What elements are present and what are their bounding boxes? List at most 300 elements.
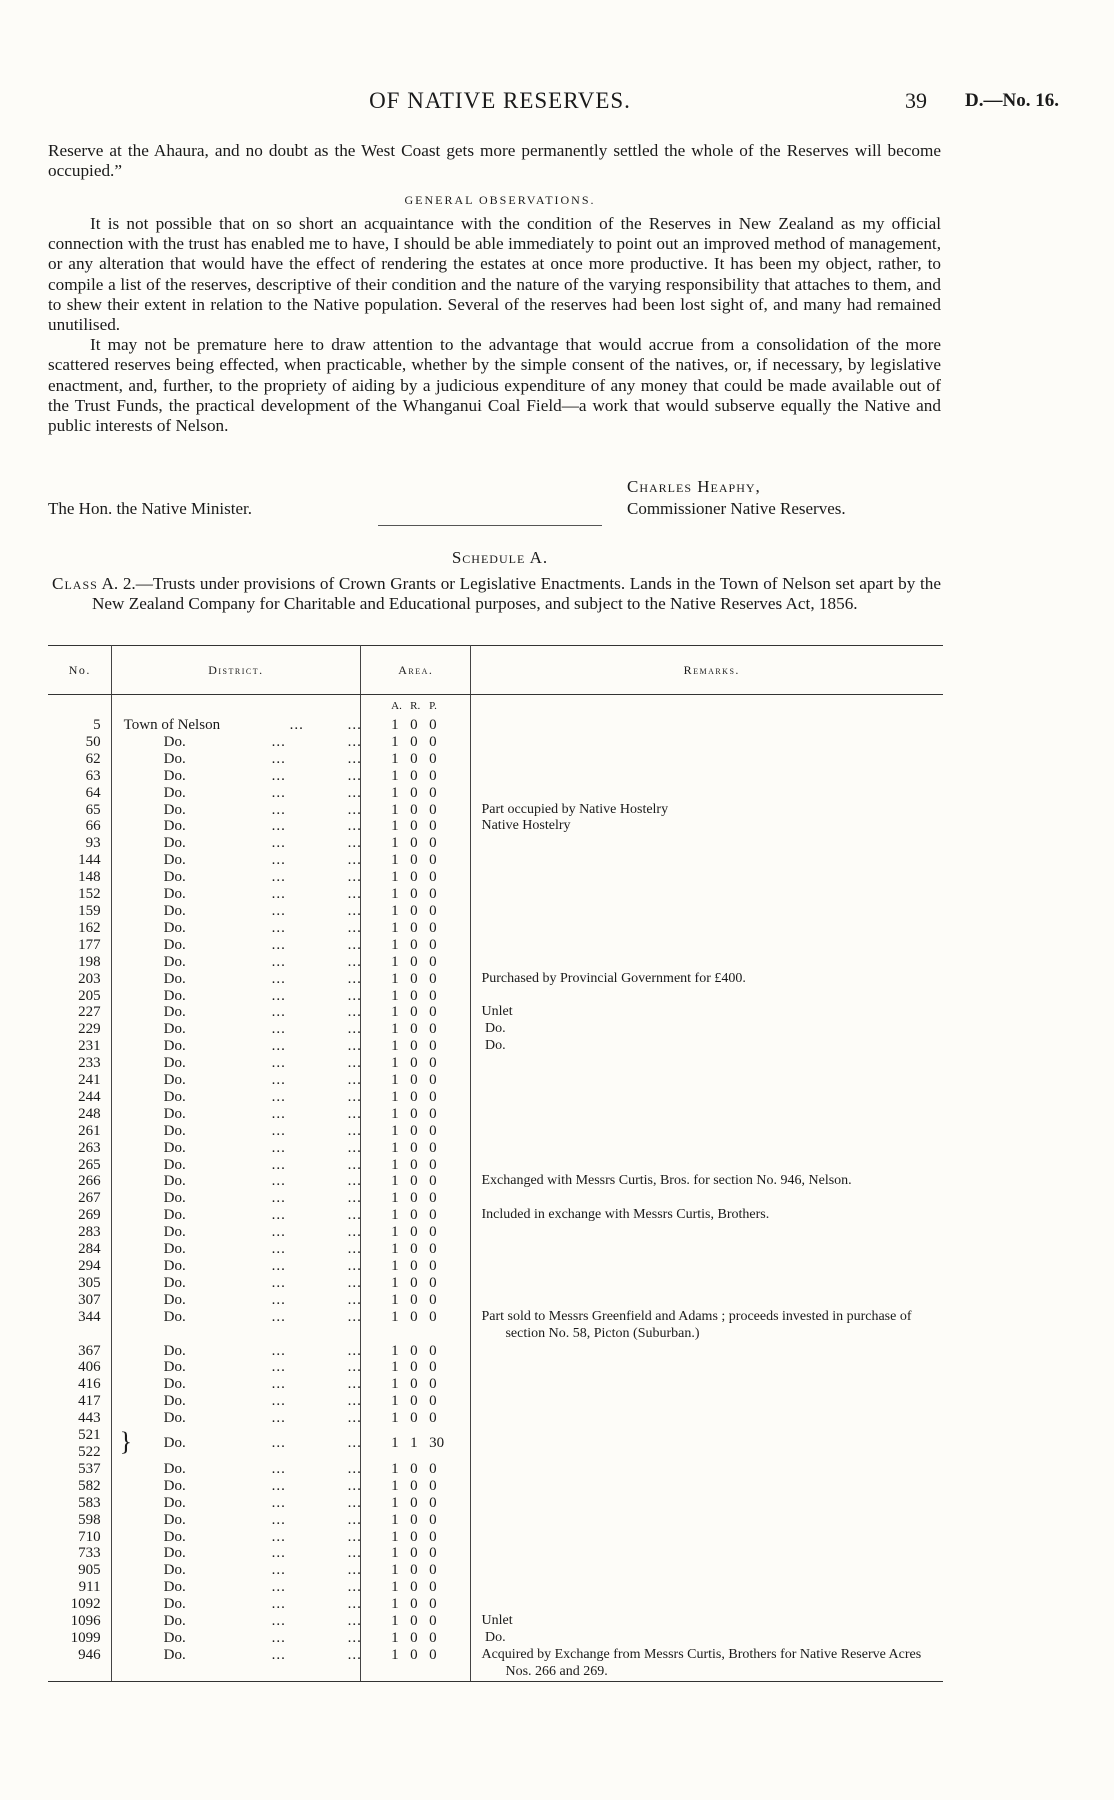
- brace-mark: }: [119, 1427, 133, 1457]
- cell-district: [111, 802, 361, 819]
- area-roods: 0: [410, 1646, 418, 1663]
- leader-dots: ...: [347, 1190, 362, 1207]
- cell-no: [48, 1173, 111, 1190]
- area-acres: 1: [391, 767, 399, 784]
- area-perches: 0: [429, 1105, 437, 1122]
- leader-dots: ...: [347, 733, 362, 750]
- table-row: [48, 1579, 943, 1596]
- table-row: [48, 751, 943, 768]
- leader-dots: ...: [271, 852, 286, 869]
- paragraph-1: It is not possible that on so short an acquaintance with the condition of the Reserves in New Zealand as my official connection with the trust has enabled me to have, I should be able immediately to point out an improved method of management, or any alteration that would have the effect of rendering the estates at once more productive. It has been my object, rather, to compile a list of the reserves, descriptive of their condition and the nature of the varying responsibility that attaches to them, and to shew their extent in relation to the Native population. Several of the reserves had been lost sight of, and many had remained unutilised.: [48, 214, 941, 335]
- col-header-area: Area.: [361, 646, 471, 695]
- reserve-number: 152: [78, 886, 101, 903]
- cell-district: [111, 751, 361, 768]
- area-acres: 1: [391, 1579, 399, 1596]
- table-row: [48, 869, 943, 886]
- cell-district: [111, 852, 361, 869]
- leader-dots: ...: [271, 1646, 286, 1663]
- document-reference: D.—No. 16.: [965, 90, 1059, 111]
- cell-area: [361, 1292, 471, 1309]
- leader-dots: ...: [347, 1359, 362, 1376]
- reserve-number: 205: [78, 987, 101, 1004]
- reserve-number: 1096: [70, 1613, 101, 1630]
- cell-no: [48, 1376, 111, 1393]
- cell-district: [111, 768, 361, 785]
- table-row: [48, 1004, 943, 1021]
- leader-dots: ...: [271, 1207, 286, 1224]
- reserve-number: 269: [78, 1207, 101, 1224]
- cell-area: [361, 1004, 471, 1021]
- district-name: Do.: [163, 1139, 186, 1156]
- district-name: Do.: [163, 1021, 186, 1038]
- cell-remarks: [471, 1376, 943, 1393]
- reserve-number: 367: [78, 1342, 101, 1359]
- area-perches: 0: [429, 869, 437, 886]
- cell-area: [361, 1562, 471, 1579]
- cell-area: [361, 903, 471, 920]
- cell-no: [48, 886, 111, 903]
- table-row: [48, 1613, 943, 1630]
- cell-remarks: [471, 1478, 943, 1495]
- leader-dots: ...: [347, 1393, 362, 1410]
- reserve-number: 64: [85, 784, 101, 801]
- cell-area: [361, 1275, 471, 1292]
- area-roods: 0: [410, 1545, 418, 1562]
- leader-dots: ...: [347, 1511, 362, 1528]
- leader-dots: ...: [271, 1410, 286, 1427]
- col-header-no: No.: [48, 646, 111, 695]
- cell-remarks: [471, 1495, 943, 1512]
- table-row: [48, 1647, 943, 1681]
- district-name: Do.: [163, 1274, 186, 1291]
- area-acres: 1: [391, 987, 399, 1004]
- leader-dots: ...: [271, 1156, 286, 1173]
- area-perches: 0: [429, 1207, 437, 1224]
- cell-area: [361, 886, 471, 903]
- cell-remarks: [471, 852, 943, 869]
- cell-area: [361, 1613, 471, 1630]
- table-row: [48, 1495, 943, 1512]
- reserve-number: 1092: [70, 1596, 101, 1613]
- cell-no: [48, 734, 111, 751]
- reserve-number: 241: [78, 1072, 101, 1089]
- cell-area: [361, 768, 471, 785]
- cell-remarks: [471, 1275, 943, 1292]
- cell-no: [48, 971, 111, 988]
- cell-district: [111, 1173, 361, 1190]
- leader-dots: ...: [347, 1004, 362, 1021]
- leader-dots: ...: [271, 1258, 286, 1274]
- cell-district: [111, 818, 361, 835]
- remarks-text: Do.: [481, 1021, 506, 1037]
- table-row: [48, 1529, 943, 1546]
- cell-no: [48, 1140, 111, 1157]
- district-name: Do.: [163, 1258, 186, 1274]
- reserve-number: 1099: [70, 1629, 101, 1646]
- cell-district: [111, 1207, 361, 1224]
- cell-remarks: [471, 869, 943, 886]
- cell-area: [361, 1190, 471, 1207]
- cell-no: [48, 1427, 111, 1461]
- cell-remarks: [471, 1106, 943, 1123]
- cell-area: [361, 1596, 471, 1613]
- district-name: Do.: [163, 835, 186, 852]
- cell-remarks: [471, 1410, 943, 1427]
- cell-remarks: [471, 1512, 943, 1529]
- table-row: [48, 818, 943, 835]
- area-acres: 1: [391, 1359, 399, 1376]
- cell-remarks: [471, 1089, 943, 1106]
- running-title: OF NATIVE RESERVES.: [369, 88, 631, 113]
- area-roods: 0: [410, 1393, 418, 1410]
- table-row: [48, 1461, 943, 1478]
- cell-area: [361, 1512, 471, 1529]
- cell-remarks: [471, 1173, 943, 1190]
- area-roods: 0: [410, 936, 418, 953]
- cell-remarks: [471, 1157, 943, 1174]
- cell-no: [48, 1613, 111, 1630]
- cell-district: [111, 1376, 361, 1393]
- cell-district: [111, 1613, 361, 1630]
- table-row: [48, 835, 943, 852]
- cell-area: [361, 954, 471, 971]
- cell-no: [48, 1106, 111, 1123]
- table-row: [48, 988, 943, 1005]
- reserve-number: 144: [78, 852, 101, 869]
- cell-remarks: [471, 717, 943, 734]
- district-name: Do.: [163, 1055, 186, 1072]
- cell-no: [48, 1021, 111, 1038]
- reserve-number: 417: [78, 1393, 101, 1410]
- district-name: Do.: [163, 1494, 186, 1511]
- cell-district: [111, 1140, 361, 1157]
- table-row: [48, 1258, 943, 1275]
- area-perches: 0: [429, 1579, 437, 1596]
- area-roods: 0: [410, 1258, 418, 1274]
- district-name: Do.: [163, 1435, 186, 1452]
- cell-remarks: [471, 835, 943, 852]
- district-name: Do.: [163, 1173, 186, 1190]
- area-acres: 1: [391, 1494, 399, 1511]
- area-acres: 1: [391, 1122, 399, 1139]
- addressee: The Hon. the Native Minister.: [48, 499, 252, 518]
- cell-area: [361, 1258, 471, 1275]
- area-roods: 0: [410, 1190, 418, 1207]
- cell-area: [361, 734, 471, 751]
- cell-area: [361, 802, 471, 819]
- cell-area: [361, 1495, 471, 1512]
- area-perches: 0: [429, 902, 437, 919]
- cell-remarks: [471, 886, 943, 903]
- area-roods: 0: [410, 1122, 418, 1139]
- cell-area: [361, 852, 471, 869]
- area-perches: 0: [429, 1410, 437, 1427]
- area-acres: 1: [391, 919, 399, 936]
- area-acres: 1: [391, 953, 399, 970]
- leader-dots: ...: [271, 902, 286, 919]
- cell-area: [361, 1089, 471, 1106]
- cell-no: [48, 1309, 111, 1343]
- area-roods: 0: [410, 1528, 418, 1545]
- area-acres: 1: [391, 1545, 399, 1562]
- area-roods: 0: [410, 1207, 418, 1224]
- area-acres: 1: [391, 1173, 399, 1190]
- area-acres: 1: [391, 1207, 399, 1224]
- area-perches: 0: [429, 1004, 437, 1021]
- area-perches: 0: [429, 1596, 437, 1613]
- cell-area: [361, 1376, 471, 1393]
- area-acres: 1: [391, 1038, 399, 1055]
- leader-dots: ...: [347, 1579, 362, 1596]
- cell-remarks: [471, 818, 943, 835]
- cell-no: [48, 1410, 111, 1427]
- leader-dots: ...: [347, 1460, 362, 1477]
- area-perches: 0: [429, 1494, 437, 1511]
- table-row: [48, 1089, 943, 1106]
- leader-dots: ...: [347, 1410, 362, 1427]
- area-roods: 0: [410, 835, 418, 852]
- area-acres: 1: [391, 750, 399, 767]
- district-name: Do.: [163, 733, 186, 750]
- remarks-text: Acquired by Exchange from Messrs Curtis, Brothers for Native Reserve Acres Nos. 266 and 269.: [481, 1646, 922, 1679]
- area-acres: 1: [391, 1088, 399, 1105]
- cell-area: [361, 1123, 471, 1140]
- leader-dots: ...: [271, 1376, 286, 1393]
- leader-dots: ...: [271, 1596, 286, 1613]
- leader-dots: ...: [271, 1088, 286, 1105]
- district-name: Do.: [163, 1376, 186, 1393]
- cell-remarks: [471, 971, 943, 988]
- leader-dots: ...: [347, 953, 362, 970]
- table-row: [48, 1207, 943, 1224]
- area-roods: 0: [410, 987, 418, 1004]
- cell-district: [111, 869, 361, 886]
- district-name: Do.: [163, 801, 186, 818]
- area-roods: 0: [410, 1342, 418, 1359]
- table-row: [48, 1562, 943, 1579]
- cell-district: [111, 785, 361, 802]
- area-roods: 0: [410, 1596, 418, 1613]
- district-name: Do.: [163, 1410, 186, 1427]
- area-roods: 0: [410, 733, 418, 750]
- leader-dots: ...: [347, 1173, 362, 1190]
- leader-dots: ...: [347, 1629, 362, 1646]
- leader-dots: ...: [347, 1596, 362, 1613]
- district-name: Do.: [163, 1207, 186, 1224]
- leader-dots: ...: [271, 1477, 286, 1494]
- table-row: [48, 1343, 943, 1360]
- table-row: [48, 1190, 943, 1207]
- reserve-number: 177: [78, 936, 101, 953]
- cell-remarks: [471, 1241, 943, 1258]
- area-perches: 0: [429, 1359, 437, 1376]
- area-perches: 0: [429, 1511, 437, 1528]
- area-roods: 0: [410, 1511, 418, 1528]
- table-row: [48, 1157, 943, 1174]
- cell-area: [361, 751, 471, 768]
- cell-area: [361, 1545, 471, 1562]
- reserve-number: 231: [78, 1038, 101, 1055]
- cell-district: [111, 1579, 361, 1596]
- cell-district: [111, 1393, 361, 1410]
- district-name: Town of Nelson: [123, 717, 221, 733]
- schedule-table-body: [48, 695, 943, 1682]
- area-perches: 0: [429, 1646, 437, 1663]
- cell-no: [48, 1089, 111, 1106]
- cell-area: [361, 1393, 471, 1410]
- area-perches: 0: [429, 1055, 437, 1072]
- cell-area: [361, 1173, 471, 1190]
- cell-remarks: [471, 1292, 943, 1309]
- district-name: Do.: [163, 1241, 186, 1258]
- area-acres: 1: [391, 1629, 399, 1646]
- reserve-number: 307: [78, 1291, 101, 1308]
- col-header-remarks: Remarks.: [471, 646, 943, 695]
- leader-dots: ...: [347, 717, 362, 733]
- cell-district: [111, 1055, 361, 1072]
- cell-remarks: [471, 1123, 943, 1140]
- area-acres: 1: [391, 733, 399, 750]
- area-acres: 1: [391, 1376, 399, 1393]
- cell-district: [111, 1157, 361, 1174]
- leader-dots: ...: [347, 835, 362, 852]
- cell-area: [361, 1309, 471, 1343]
- area-roods: 0: [410, 1105, 418, 1122]
- area-roods: 0: [410, 1629, 418, 1646]
- cell-no: [48, 1004, 111, 1021]
- leader-dots: ...: [271, 970, 286, 987]
- remarks-text: Exchanged with Messrs Curtis, Bros. for section No. 946, Nelson.: [481, 1173, 852, 1189]
- cell-area: [361, 1343, 471, 1360]
- area-perches: 0: [429, 1072, 437, 1089]
- table-row: [48, 1630, 943, 1647]
- leader-dots: ...: [271, 1072, 286, 1089]
- cell-district: [111, 1072, 361, 1089]
- cell-remarks: [471, 734, 943, 751]
- class-text: A. 2.—Trusts under provisions of Crown Grants or Legislative Enactments. Lands in the Town of Nelson set apart by the New Zealand Company for Charitable and Educational purposes, and subject to the Native Reserves Act, 1856.: [92, 574, 941, 613]
- leader-dots: ...: [271, 1038, 286, 1055]
- cell-no: [48, 852, 111, 869]
- cell-no: [48, 1579, 111, 1596]
- reserve-number: 263: [78, 1139, 101, 1156]
- district-name: Do.: [163, 1308, 186, 1325]
- cell-remarks: [471, 1021, 943, 1038]
- cell-no: [48, 988, 111, 1005]
- table-row: [48, 852, 943, 869]
- leader-dots: ...: [347, 750, 362, 767]
- cell-remarks: [471, 1562, 943, 1579]
- cell-district: [111, 920, 361, 937]
- table-row: [48, 1173, 943, 1190]
- area-acres: 1: [391, 1274, 399, 1291]
- area-roods: 0: [410, 1224, 418, 1241]
- divider-rule: [378, 525, 602, 526]
- cell-remarks: [471, 1072, 943, 1089]
- reserve-number: 946: [78, 1646, 101, 1663]
- signature-title: Commissioner Native Reserves.: [627, 499, 846, 518]
- leader-dots: ...: [271, 1004, 286, 1021]
- leader-dots: ...: [347, 1274, 362, 1291]
- area-roods: 0: [410, 784, 418, 801]
- district-name: Do.: [163, 936, 186, 953]
- area-roods: 0: [410, 767, 418, 784]
- leader-dots: ...: [347, 767, 362, 784]
- cell-no: [48, 1562, 111, 1579]
- area-roods: 0: [410, 1055, 418, 1072]
- table-row: [48, 1123, 943, 1140]
- remarks-text: Part occupied by Native Hostelry: [481, 801, 669, 817]
- remarks-text: Unlet: [481, 1004, 513, 1020]
- reserve-number: 267: [78, 1190, 101, 1207]
- cell-area: [361, 785, 471, 802]
- table-row: [48, 954, 943, 971]
- cell-area: [361, 1410, 471, 1427]
- cell-no: [48, 1190, 111, 1207]
- leader-dots: ...: [271, 1021, 286, 1038]
- area-roods: 0: [410, 1291, 418, 1308]
- area-perches: 0: [429, 1393, 437, 1410]
- page-header: [0, 88, 1114, 118]
- leader-dots: ...: [271, 1629, 286, 1646]
- cell-district: [111, 971, 361, 988]
- cell-remarks: [471, 1545, 943, 1562]
- leader-dots: ...: [347, 987, 362, 1004]
- leader-dots: ...: [271, 1173, 286, 1190]
- area-roods: 0: [410, 1460, 418, 1477]
- reserve-number: 583: [78, 1494, 101, 1511]
- leader-dots: ...: [347, 1477, 362, 1494]
- table-row: [48, 1038, 943, 1055]
- cell-remarks: [471, 1038, 943, 1055]
- area-roods: 0: [410, 1308, 418, 1325]
- cell-district: [111, 1021, 361, 1038]
- reserve-number: 265: [78, 1156, 101, 1173]
- cell-district: [111, 1596, 361, 1613]
- cell-district: [111, 1123, 361, 1140]
- cell-district: [111, 1190, 361, 1207]
- area-roods: 0: [410, 1021, 418, 1038]
- leader-dots: ...: [347, 902, 362, 919]
- cell-remarks: [471, 802, 943, 819]
- area-perches: 0: [429, 1342, 437, 1359]
- cell-remarks: [471, 988, 943, 1005]
- table-row: [48, 1106, 943, 1123]
- area-perches: 0: [429, 1274, 437, 1291]
- leader-dots: ...: [347, 1545, 362, 1562]
- col-header-district: District.: [111, 646, 361, 695]
- area-acres: 1: [391, 1511, 399, 1528]
- area-perches: 0: [429, 970, 437, 987]
- cell-no: [48, 802, 111, 819]
- reserve-number: 537: [78, 1460, 101, 1477]
- district-name: Do.: [163, 1629, 186, 1646]
- leader-dots: ...: [347, 1021, 362, 1038]
- district-name: Do.: [163, 1105, 186, 1122]
- area-acres: 1: [391, 886, 399, 903]
- cell-no: [48, 1461, 111, 1478]
- area-roods: 0: [410, 1477, 418, 1494]
- area-acres: 1: [391, 1258, 399, 1274]
- cell-no: [48, 835, 111, 852]
- district-name: Do.: [163, 869, 186, 886]
- cell-remarks: [471, 1055, 943, 1072]
- cell-district: [111, 1089, 361, 1106]
- table-row: [48, 802, 943, 819]
- reserve-number: 266: [78, 1173, 101, 1190]
- leader-dots: ...: [347, 1376, 362, 1393]
- cell-area: [361, 1021, 471, 1038]
- area-acres: 1: [391, 1105, 399, 1122]
